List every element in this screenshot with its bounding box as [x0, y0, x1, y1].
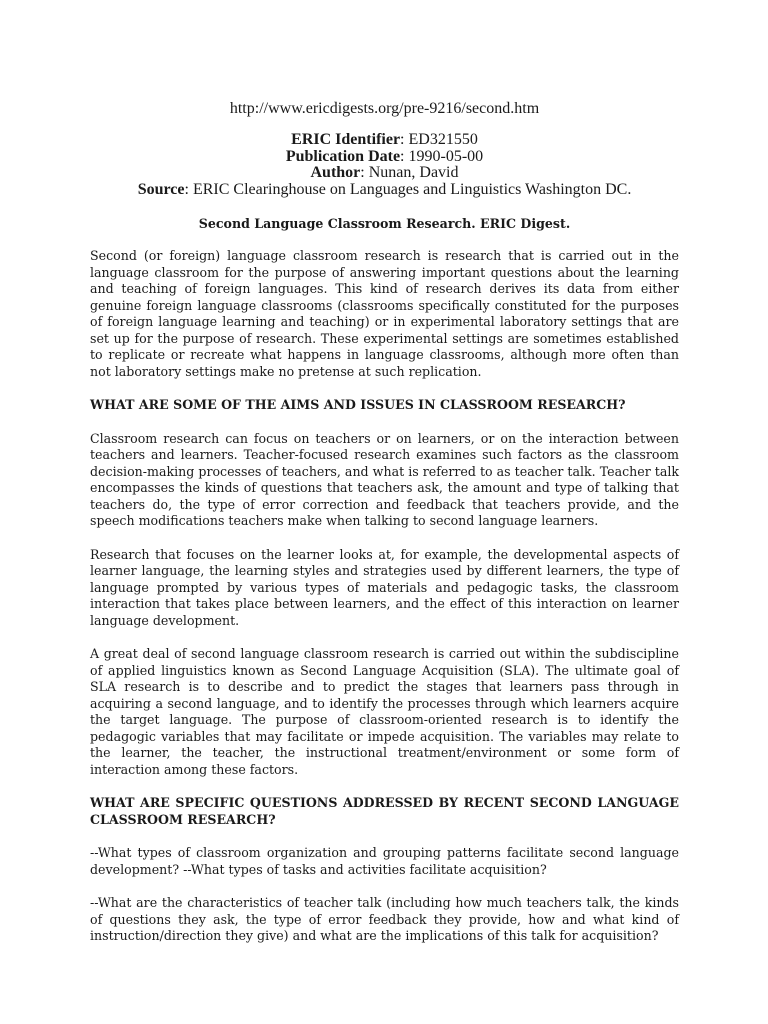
identifier-value: ED321550: [408, 131, 478, 148]
source-url: http://www.ericdigests.org/pre-9216/second.htm: [229, 100, 540, 117]
aims-paragraph-1: Classroom research can focus on teachers or on learners, or on the interaction between teachers and learners. Teacher-focused research examines such factors as the classroom decision-making processes of teachers, and what is referred to as teacher talk. Teacher talk encompasses the kinds of questions that teachers ask, the amount and type of talking that teachers do, the type of error correction and feedback that teachers provide, and the speech modifications teachers make when talking to second language learners.: [90, 430, 679, 528]
intro-paragraph: Second (or foreign) language classroom research is research that is carried out in the language classroom for the purpose of answering important questions about the learning and teaching of foreign languages. This kind of research derives its data from either genuine foreign language classrooms (classrooms specifically constituted for the purposes of foreign language learning and teaching) or in experimental laboratory settings that are set up for the purpose of research. These experimental settings are sometimes established to replicate or recreate what happens in language classrooms, although more often than not laboratory settings make no pretense at such replication.: [90, 248, 679, 379]
source-label: Source: [137, 180, 185, 198]
author-value: Nunan, David: [368, 164, 459, 181]
document-title: Second Language Classroom Research. ERIC Digest.: [198, 216, 571, 231]
document-page: [90, 100, 679, 962]
author-label: Author: [310, 164, 361, 181]
question-paragraph-2: --What are the characteristics of teacher talk (including how much teachers talk, the kinds of questions they ask, the type of error feedback they provide, how and what kind of instruction/direction they give) and what are the implications of this talk for acquisition?: [90, 895, 679, 943]
publication-date-value: 1990-05-00: [408, 147, 484, 165]
author-line: Author: Nunan, David: [310, 164, 459, 181]
metadata-block: [90, 132, 679, 198]
source-line: Source: ERIC Clearinghouse on Languages and Linguistics Washington DC.: [137, 180, 632, 198]
identifier-label: ERIC Identifier: [291, 131, 401, 148]
aims-paragraph-2: Research that focuses on the learner looks at, for example, the developmental aspects of learner language, the learning styles and strategies used by different learners, the type of language prompted by various types of materials and pedagogic tasks, the classroom interaction that takes place between learners, and the effect of this interaction on learner language development.: [90, 546, 679, 628]
identifier-line: ERIC Identifier: ED321550: [291, 131, 478, 148]
section-heading-aims: WHAT ARE SOME OF THE AIMS AND ISSUES IN CLASSROOM RESEARCH?: [90, 397, 626, 412]
section-heading-questions: WHAT ARE SPECIFIC QUESTIONS ADDRESSED BY RECENT SECOND LANGUAGE CLASSROOM RESEARCH?: [90, 795, 679, 827]
publication-date-label: Publication Date: [285, 147, 401, 165]
source-value: ERIC Clearinghouse on Languages and Linguistics Washington DC.: [192, 180, 632, 198]
question-paragraph-1: --What types of classroom organization and grouping patterns facilitate second language development? --What types of tasks and activities facilitate acquisition?: [90, 845, 679, 877]
aims-paragraph-3: A great deal of second language classroom research is carried out within the subdiscipline of applied linguistics known as Second Language Acquisition (SLA). The ultimate goal of SLA research is to describe and to predict the stages that learners pass through in acquiring a second language, and to identify the processes through which learners acquire the target language. The purpose of classroom-oriented research is to identify the pedagogic variables that may facilitate or impede acquisition. The variables may relate to the learner, the teacher, the instructional treatment/environment or some form of interaction among these factors.: [90, 646, 679, 777]
publication-date-line: Publication Date: 1990-05-00: [285, 147, 484, 165]
